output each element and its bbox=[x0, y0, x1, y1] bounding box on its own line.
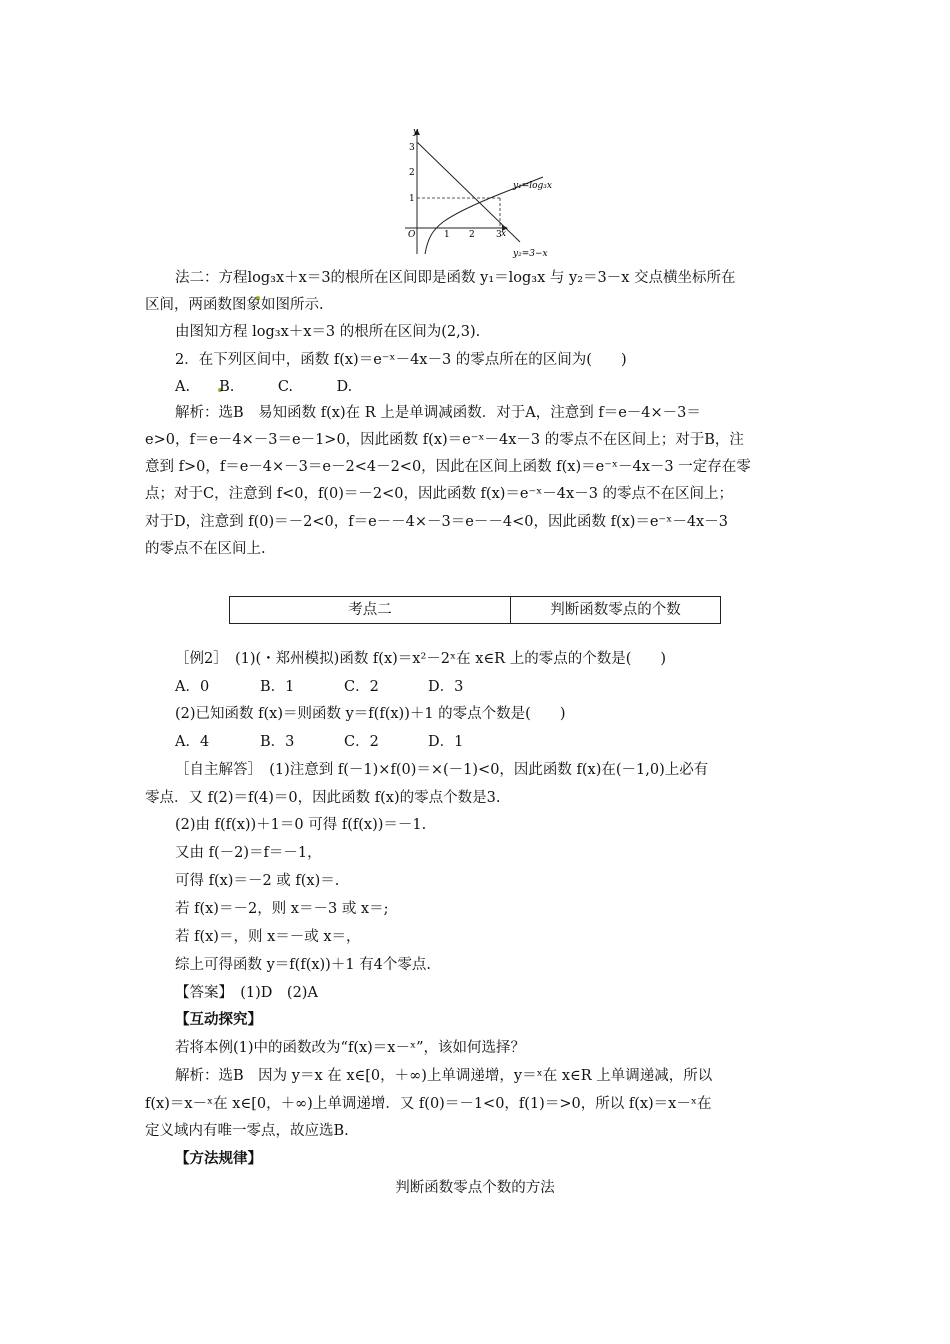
text-line: 解析：选B 因为 y＝x 在 x∈[0，＋∞)上单调递增，y＝ˣ在 x∈R 上单调递减，所以 bbox=[175, 1068, 713, 1084]
text-line: 若 f(x)＝－2，则 x＝－3 或 x＝; bbox=[175, 901, 389, 917]
text-line: 的零点不在区间上. bbox=[145, 541, 266, 557]
x-tick-2: 2 bbox=[469, 230, 475, 240]
text-line: 法二：方程log₃x＋x＝3的根所在区间即是函数 y₁＝log₃x 与 y₂＝3－x 交点横坐标所在 bbox=[175, 270, 736, 286]
text-line: (2)由 f(f(x))＋1＝0 可得 f(f(x))＝－1. bbox=[175, 817, 427, 833]
choice-line: A. B. C. D. bbox=[175, 379, 353, 395]
y-axis-label: y bbox=[413, 127, 419, 137]
y-tick-3: 3 bbox=[409, 143, 415, 153]
choice-a: A．4 bbox=[175, 734, 210, 750]
curve1-label: y₁=log₃x bbox=[513, 181, 552, 191]
x-tick-3: 3 bbox=[496, 230, 502, 240]
choice-d: D．3 bbox=[428, 679, 464, 695]
text-line: 综上可得函数 y＝f(f(x))＋1 有4个零点. bbox=[175, 957, 432, 973]
text-line: 对于D，注意到 f(0)＝－2<0，f＝e－－4×－3＝e－－4<0，因此函数 f(x)＝e⁻ˣ－4x－3 bbox=[145, 514, 728, 530]
choice-b: B．1 bbox=[260, 679, 295, 695]
curve2-label: y₂=3−x bbox=[513, 249, 548, 259]
section-number: 考点二 bbox=[230, 597, 511, 623]
text-line: 可得 f(x)＝－2 或 f(x)＝. bbox=[175, 873, 340, 889]
text-line: 定义域内有唯一零点，故应选B. bbox=[145, 1123, 349, 1139]
heading-interactive: 【互动探究】 bbox=[175, 1011, 262, 1028]
choice-a: A．0 bbox=[175, 679, 210, 695]
text-line: ［自主解答］ (1)注意到 f(－1)×f(0)＝×(－1)<0，因此函数 f(x)在(－1,0)上必有 bbox=[175, 762, 709, 778]
text-line: ［例2］ (1)(・郑州模拟)函数 f(x)＝x²－2ˣ在 x∈R 上的零点的个数是( ) bbox=[175, 651, 667, 667]
text-line: 意到 f>0，f＝e－4×－3＝e－2<4－2<0，因此在区间上函数 f(x)＝e⁻ˣ－4x－3 一定存在零 bbox=[145, 459, 751, 475]
text-line: f(x)＝x－ˣ在 x∈[0，＋∞)上单调递增．又 f(0)＝－1<0，f(1)＝>0，所以 f(x)＝x－ˣ在 bbox=[145, 1096, 712, 1112]
text-line: 又由 f(－2)＝f＝－1， bbox=[175, 845, 322, 861]
x-tick-1: 1 bbox=[444, 230, 450, 240]
text-line: 零点．又 f(2)＝f(4)＝0，因此函数 f(x)的零点个数是3. bbox=[145, 790, 501, 806]
text-line: 解析：选B 易知函数 f(x)在 R 上是单调减函数．对于A，注意到 f＝e－4×－3＝ bbox=[175, 405, 701, 421]
x-axis-label: x bbox=[501, 229, 507, 239]
function-graph bbox=[395, 122, 570, 260]
answer-line: 【答案】 (1)D (2)A bbox=[175, 985, 318, 1001]
text-line: 2．在下列区间中，函数 f(x)＝e⁻ˣ－4x－3 的零点所在的区间为( ) bbox=[175, 352, 627, 368]
y-tick-2: 2 bbox=[409, 168, 415, 178]
heading-method: 【方法规律】 bbox=[175, 1150, 262, 1167]
text-line: 由图知方程 log₃x＋x＝3 的根所在区间为(2,3). bbox=[175, 324, 481, 340]
choice-d: D．1 bbox=[428, 734, 464, 750]
text-line: 若将本例(1)中的函数改为“f(x)＝x－ˣ”，该如何选择？ bbox=[175, 1040, 526, 1056]
y-tick-1: 1 bbox=[409, 194, 415, 204]
text-line: 若 f(x)＝，则 x＝－或 x＝， bbox=[175, 929, 361, 945]
choice-c: C．2 bbox=[344, 734, 379, 750]
choice-b: B．3 bbox=[260, 734, 295, 750]
text-line: 区间，两函数图象如图所示. bbox=[145, 297, 324, 313]
text-line: (2)已知函数 f(x)＝则函数 y＝f(f(x))＋1 的零点个数是( ) bbox=[175, 706, 566, 722]
choice-c: C．2 bbox=[344, 679, 379, 695]
section-title: 判断函数零点的个数 bbox=[550, 602, 681, 618]
centered-title: 判断函数零点个数的方法 bbox=[395, 1180, 555, 1196]
text-line: e>0，f＝e－4×－3＝e－1>0，因此函数 f(x)＝e⁻ˣ－4x－3 的零点不在区间上；对于B，注 bbox=[145, 432, 744, 448]
text-line: 点；对于C，注意到 f<0，f(0)＝－2<0，因此函数 f(x)＝e⁻ˣ－4x－3 的零点不在区间上； bbox=[145, 486, 734, 502]
section-header-table bbox=[229, 596, 721, 624]
origin-label: O bbox=[408, 230, 416, 240]
